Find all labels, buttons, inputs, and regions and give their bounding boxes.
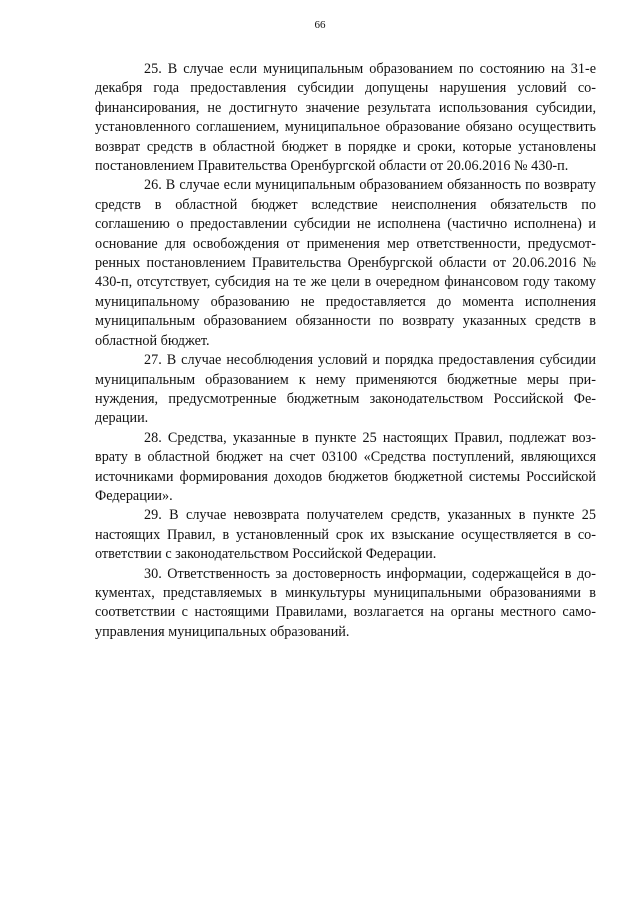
paragraph-25: 25. В случае если муниципальным образованием по состоянию на 31-е декабря года предоставления субсидии допущены нарушения условий софинансирования, не достигнуто значение результата использования субсидии, установленного соглашением, муниципальное образование обязано осуществить возврат средств в областной бюджет в порядке и сроки, которые установлены постановлением Правительства Оренбургской области от 20.06.2016 № 430-п.	[95, 61, 596, 175]
paragraph-29: 29. В случае невозврата получателем средств, указанных в пункте 25 настоящих Правил, в установленный срок их взыскание осуществляется в соответствии с законодательством Российской Федерации.	[95, 507, 596, 563]
page-number: 66	[314, 19, 326, 31]
paragraph-30: 30. Ответственность за достоверность информации, содержащейся в документах, представляемых в минкультуры муниципальными образованиями в соответствии с настоящими Правилами, возлагается на органы местного самоуправления муниципальных образований.	[95, 565, 596, 640]
document-body	[95, 60, 596, 642]
paragraph-27: 27. В случае несоблюдения условий и порядка предоставления субсидии муниципальным образованием к нему применяются бюджетные меры принуждения, предусмотренные бюджетным законодательством Российской Федерации.	[95, 352, 596, 427]
paragraph-26: 26. В случае если муниципальным образованием обязанность по возврату средств в областной бюджет вследствие неисполнения обязательств по соглашению о предоставлении субсидии не исполнена (частично исполнена) и основание для освобождения от применения мер ответственности, предусмотренных постановлением Правительства Оренбургской области от 20.06.2016 № 430-п, отсутствует, субсидия на те же цели в очередном финансовом году такому муниципальному образованию не предоставляется до момента исполнения муниципальным образованием обязанности по возврату указанных средств в областной бюджет.	[95, 177, 596, 349]
paragraph-28: 28. Средства, указанные в пункте 25 настоящих Правил, подлежат возврату в областной бюджет на счет 03100 «Средства поступлений, являющихся источниками формирования доходов бюджетов бюджетной системы Российской Федерации».	[95, 429, 596, 504]
